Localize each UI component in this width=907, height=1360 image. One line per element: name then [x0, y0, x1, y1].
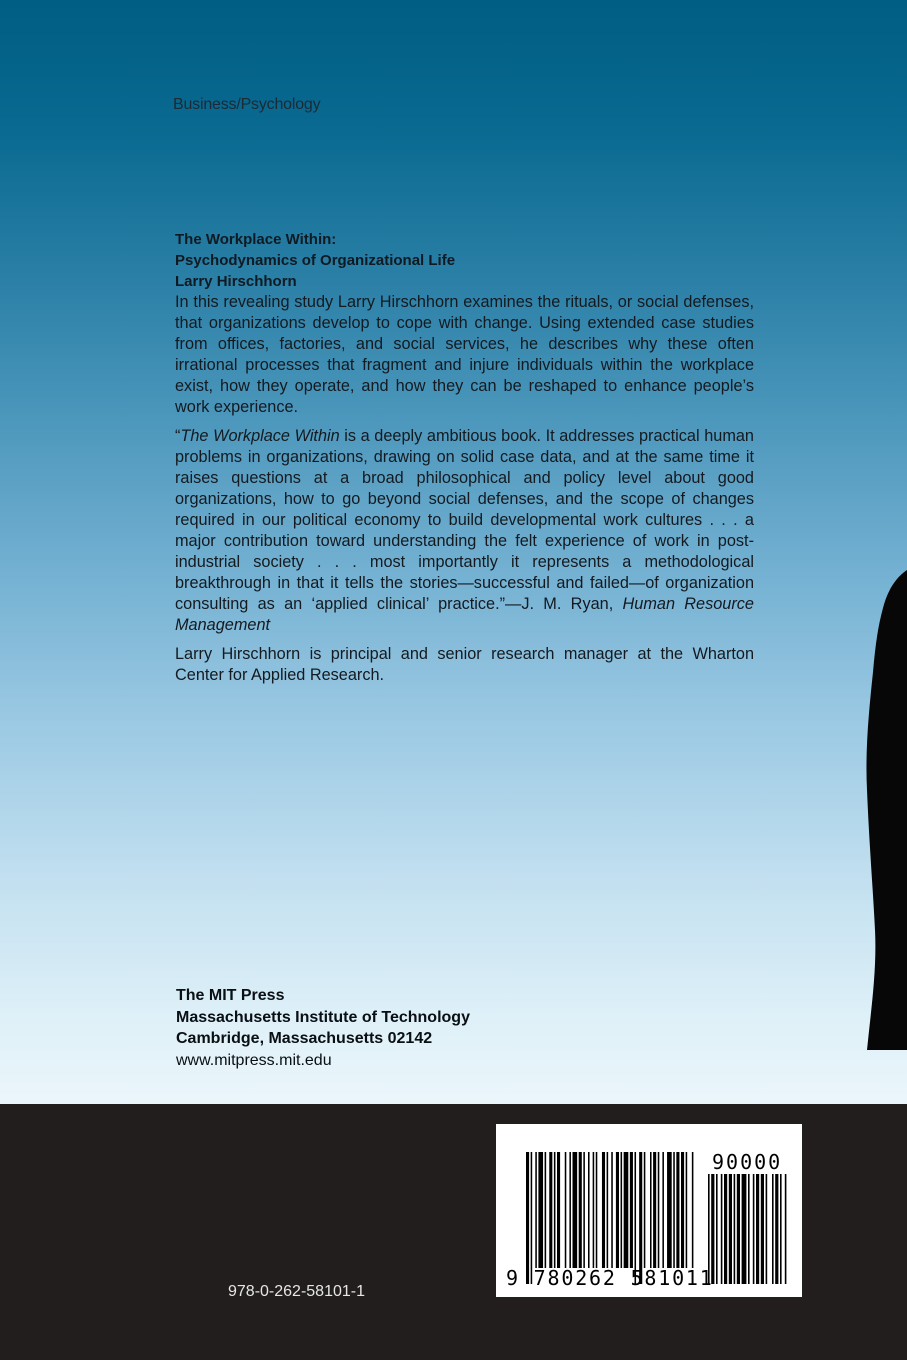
addon-bar	[724, 1174, 727, 1284]
barcode-bar	[644, 1152, 646, 1268]
barcode-bar	[639, 1152, 642, 1284]
barcode-bar	[662, 1152, 664, 1268]
publisher-website[interactable]: www.mitpress.mit.edu	[176, 1051, 332, 1069]
barcode-bar	[611, 1152, 613, 1268]
barcode-bar	[596, 1152, 598, 1268]
addon-bar	[748, 1174, 750, 1284]
barcode-bar	[545, 1152, 547, 1268]
addon-bar	[775, 1174, 778, 1284]
addon-bar	[756, 1174, 759, 1284]
publisher-address: Cambridge, Massachusetts 02142	[176, 1030, 433, 1047]
publisher-name: The MIT Press	[176, 987, 285, 1004]
barcode-bar	[557, 1152, 560, 1268]
review-book-title: The Workplace Within	[180, 427, 340, 445]
barcode-bar	[681, 1152, 684, 1268]
barcode-bar	[658, 1152, 660, 1268]
barcode-digits: 9 780262 581011	[506, 1266, 714, 1290]
barcode-bar	[650, 1152, 652, 1268]
barcode-bar	[538, 1152, 543, 1268]
addon-bar	[734, 1174, 736, 1284]
addon-bar	[785, 1174, 787, 1284]
barcode-bar	[621, 1152, 623, 1268]
barcode-bar	[549, 1152, 552, 1268]
barcode-bar	[667, 1152, 672, 1268]
barcode-bar	[531, 1152, 533, 1284]
barcode-bar	[673, 1152, 675, 1268]
description: In this revealing study Larry Hirschhorn examines the rituals, or social defenses, that organizations develop to cope with change. Using extended case studies from offices, factories, and social services, he describes why these often irrational processes that fragment and injure individuals within the workplace exist, how they operate, and how they can be reshaped to enhance people’s work experience.	[175, 293, 754, 416]
ean-bars	[526, 1152, 693, 1284]
barcode-bar	[535, 1152, 537, 1268]
isbn-label: 978-0-262-58101-1	[228, 1283, 365, 1300]
barcode-bar	[692, 1152, 694, 1268]
barcode-bar	[593, 1152, 595, 1268]
review-text: is a deeply ambitious book. It addresses practical human problems in organizations, drawing on solid case data, and at the same time it raises questions at a broad philosophical and policy level about good organizations, how to go beyond social defenses, and the scope of changes required in our political economy to build developmental work cultures . . . a major contribution toward understanding the felt experience of work in post-industrial society . . . most importantly it represents a methodological breakthrough in that it tells the stories—successful and failed—of organization consulting as an ‘applied clinical’ practice.”—J. M. Ryan,	[175, 427, 754, 613]
book-title: The Workplace Within:	[175, 231, 337, 248]
publisher-block	[176, 985, 470, 1071]
barcode-bar	[579, 1152, 582, 1268]
barcode-bar	[526, 1152, 529, 1284]
addon-bars	[708, 1174, 786, 1284]
review-open-quote: “	[175, 427, 181, 445]
addon-bar	[721, 1174, 723, 1284]
barcode-price-code: 90000	[712, 1150, 783, 1174]
barcode-bar	[616, 1152, 619, 1268]
back-cover-text	[175, 229, 754, 694]
barcode-bar	[554, 1152, 556, 1268]
barcode-bar	[565, 1152, 567, 1268]
barcode-bar	[602, 1152, 605, 1268]
barcode-bar	[583, 1152, 585, 1268]
barcode-bar	[573, 1152, 578, 1268]
review-source: Human Resource Management	[175, 595, 754, 634]
barcode-bar	[624, 1152, 629, 1268]
barcode-bar	[607, 1152, 609, 1268]
addon-bar	[716, 1174, 718, 1284]
barcode-bar	[569, 1152, 571, 1268]
author-bio: Larry Hirschhorn is principal and senior research manager at the Wharton Center for Applied Research.	[175, 645, 754, 684]
barcode-bar	[676, 1152, 679, 1268]
barcode-bar	[686, 1152, 688, 1268]
barcode-box	[496, 1124, 802, 1297]
barcode-bar	[635, 1152, 637, 1284]
category-label: Business/Psychology	[173, 96, 321, 113]
addon-bar	[742, 1174, 747, 1284]
book-author: Larry Hirschhorn	[175, 273, 297, 290]
barcode-bar	[588, 1152, 590, 1268]
addon-bar	[766, 1174, 768, 1284]
addon-bar	[772, 1174, 774, 1284]
barcode-bar	[653, 1152, 656, 1268]
review-quote	[175, 426, 754, 636]
barcode-bar	[630, 1152, 633, 1268]
addon-bar	[737, 1174, 740, 1284]
book-subtitle: Psychodynamics of Organizational Life	[175, 252, 456, 269]
addon-bar	[753, 1174, 755, 1284]
publisher-institute: Massachusetts Institute of Technology	[176, 1008, 470, 1026]
addon-bar	[761, 1174, 764, 1284]
addon-bar	[729, 1174, 732, 1284]
addon-bar	[780, 1174, 782, 1284]
silhouette-figure	[847, 570, 907, 1050]
